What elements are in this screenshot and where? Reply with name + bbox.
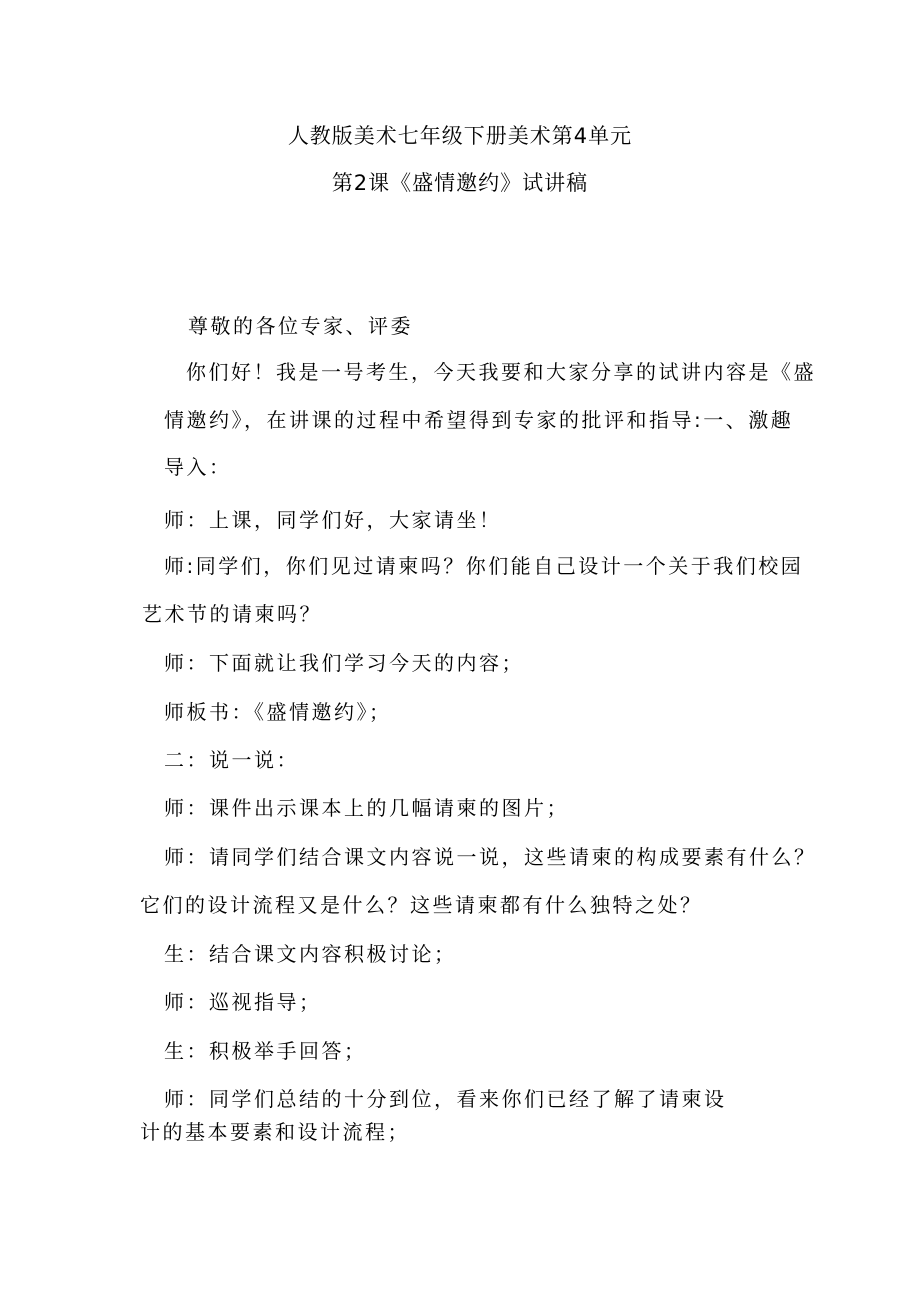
paragraph-line: 生：积极举手回答； <box>164 1039 367 1063</box>
paragraph-line: 情邀约》，在讲课的过程中希望得到专家的批评和指导:一、激趣 <box>164 408 794 432</box>
paragraph-line: 它们的设计流程又是什么？这些请柬都有什么独特之处？ <box>140 893 703 917</box>
document-title: 人教版美术七年级下册美术第4单元 <box>287 124 633 148</box>
paragraph-line: 师:同学们，你们见过请柬吗？你们能自己设计一个关于我们校园 <box>164 554 804 578</box>
salutation: 尊敬的各位专家、评委 <box>188 314 413 338</box>
paragraph-line: 师：下面就让我们学习今天的内容； <box>164 651 524 675</box>
paragraph-line: 计的基本要素和设计流程； <box>140 1120 410 1144</box>
paragraph-line: 导入： <box>164 455 232 479</box>
section-heading: 二：说一说： <box>164 748 299 772</box>
paragraph-line: 师：上课，同学们好，大家请坐！ <box>164 508 502 532</box>
paragraph-line: 师：巡视指导； <box>164 990 322 1014</box>
paragraph-line: 你们好！我是一号考生，今天我要和大家分享的试讲内容是《盛 <box>186 360 816 384</box>
paragraph-line: 师：请同学们结合课文内容说一说，这些请柬的构成要素有什么？ <box>164 845 817 869</box>
paragraph-line: 师板书：《盛情邀约》； <box>164 700 392 724</box>
document-subtitle: 第2课《盛情邀约》试讲稿 <box>331 171 589 195</box>
paragraph-line: 师：课件出示课本上的几幅请柬的图片； <box>164 796 569 820</box>
paragraph-line: 艺术节的请柬吗？ <box>142 602 322 626</box>
paragraph-line: 生：结合课文内容积极讨论； <box>164 942 457 966</box>
paragraph-line: 师：同学们总结的十分到位，看来你们已经了解了请柬设 <box>164 1087 727 1111</box>
